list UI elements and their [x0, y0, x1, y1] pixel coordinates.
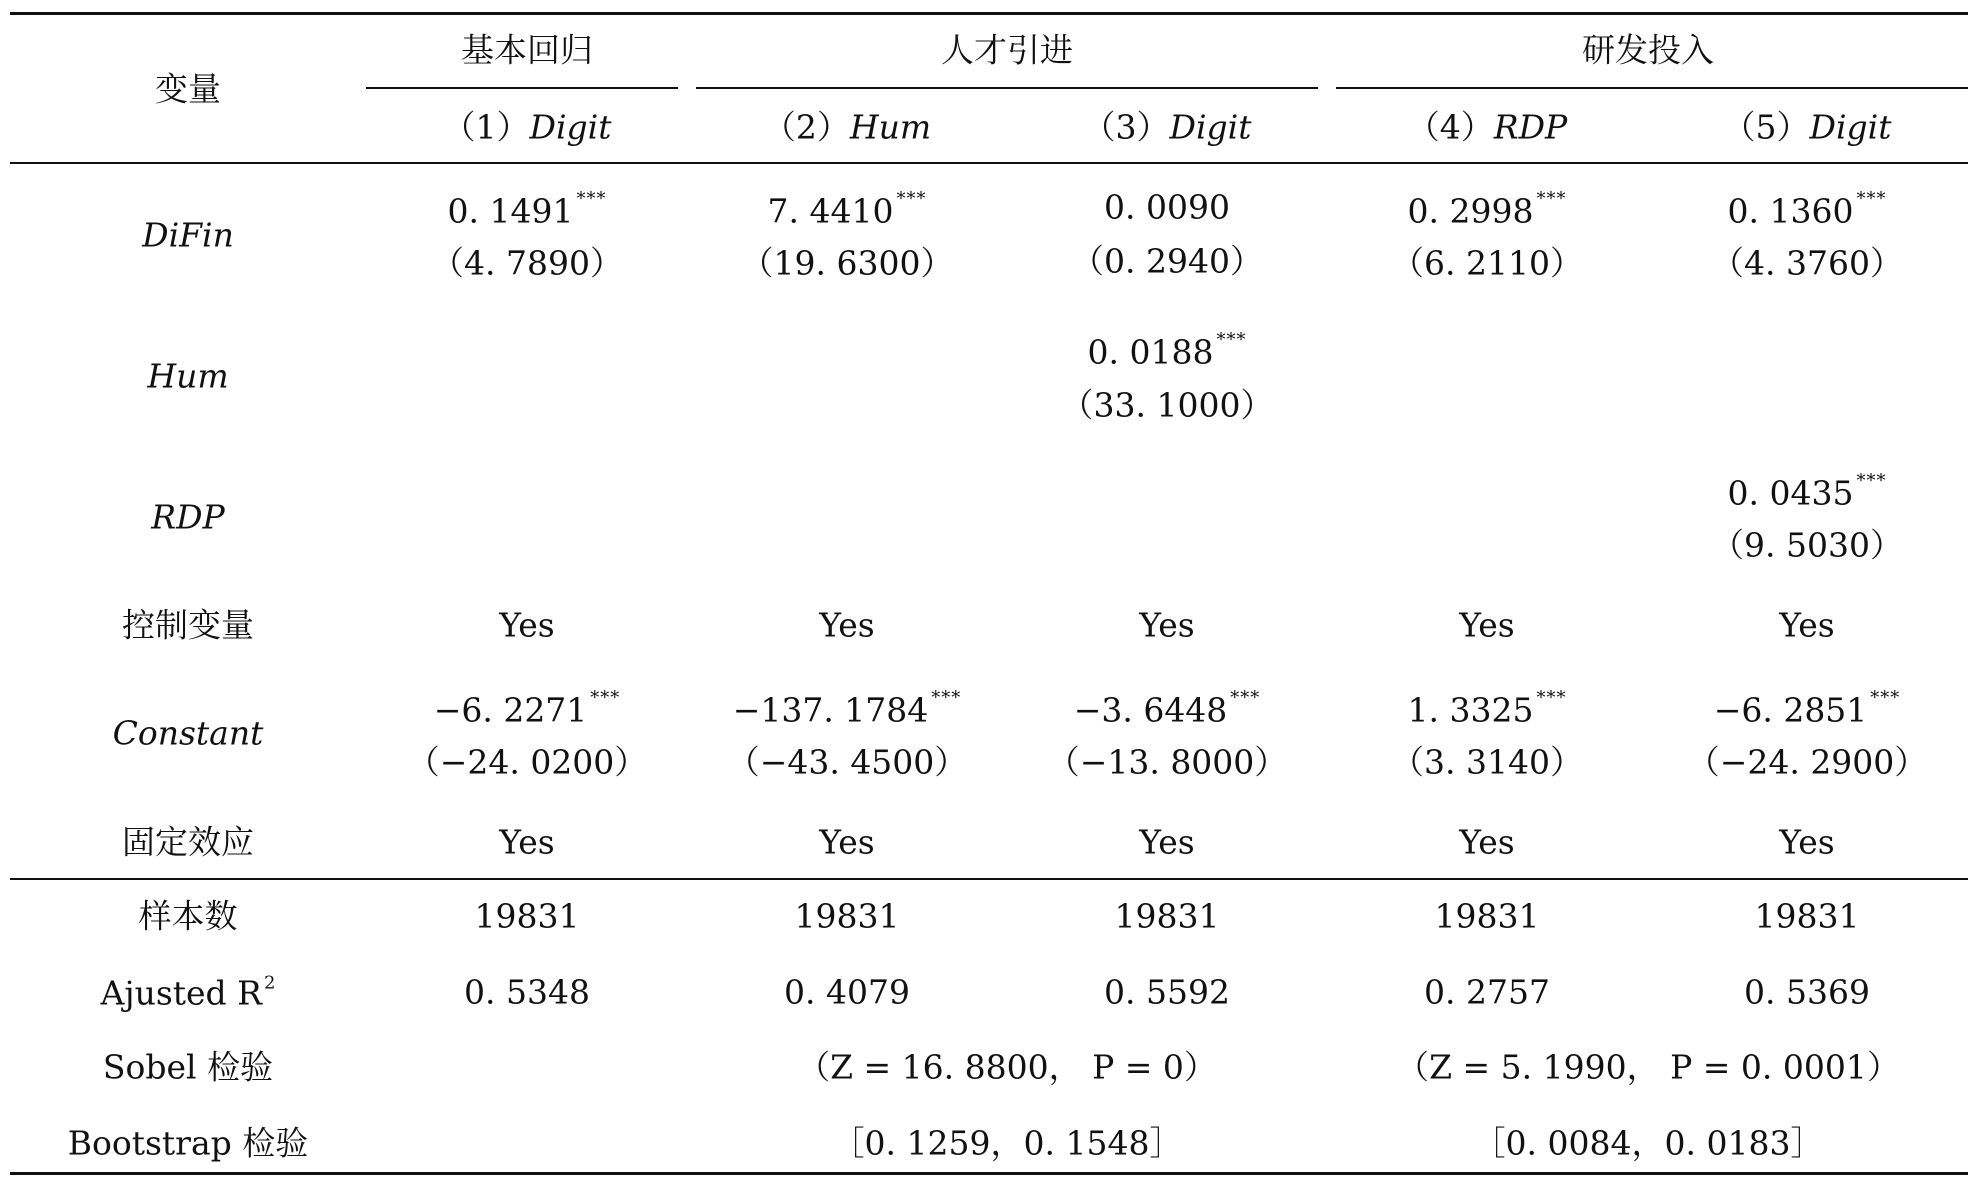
group-underline-2 — [696, 87, 1318, 89]
value-cell: 0. 5592 — [1104, 972, 1230, 1012]
row-label-bootstrap: Bootstrap 检验 — [67, 1123, 309, 1163]
row-label-sample-size: 样本数 — [138, 896, 238, 936]
coef-cell: 0. 0188 *** — [1087, 329, 1247, 372]
group-header-2: 人才引进 — [941, 30, 1073, 70]
value-cell: Yes — [1459, 605, 1515, 645]
row-label-constant: Constant — [112, 713, 264, 753]
tstat-cell: （−43. 4500） — [726, 742, 968, 782]
bottom-rule — [10, 1172, 1968, 1175]
value-cell: 19831 — [1114, 896, 1220, 936]
coef-cell: −3. 6448 *** — [1073, 687, 1261, 730]
value-cell: 19831 — [1754, 896, 1860, 936]
group-header-1: 基本回归 — [461, 30, 593, 70]
variable-header: 变量 — [155, 69, 221, 109]
mid-rule — [10, 878, 1968, 880]
value-cell: Yes — [499, 822, 555, 862]
tstat-cell: （6. 2110） — [1391, 243, 1583, 283]
group-header-3: 研发投入 — [1582, 30, 1714, 70]
row-label-rdp: RDP — [151, 497, 225, 537]
value-cell: 19831 — [474, 896, 580, 936]
tstat-cell: （9. 5030） — [1711, 525, 1903, 565]
sobel-value: （Z = 5. 1990， P = 0. 0001） — [1396, 1047, 1900, 1087]
value-cell: Yes — [1139, 605, 1195, 645]
model-header-4: （4）RDP — [1406, 107, 1568, 147]
tstat-cell: （0. 2940） — [1071, 241, 1263, 281]
coef-cell: 0. 2998 *** — [1407, 188, 1567, 231]
value-cell: Yes — [1779, 605, 1835, 645]
tstat-cell: （19. 6300） — [740, 243, 954, 283]
tstat-cell: （−24. 2900） — [1686, 742, 1928, 782]
coef-cell: 0. 0435 *** — [1727, 470, 1887, 513]
value-cell: 0. 4079 — [784, 972, 910, 1012]
tstat-cell: （3. 3140） — [1391, 742, 1583, 782]
value-cell: 0. 2757 — [1424, 972, 1550, 1012]
coef-cell: 1. 3325 *** — [1407, 687, 1567, 730]
coef-cell: −6. 2851 *** — [1713, 687, 1901, 730]
value-cell: 0. 5348 — [464, 972, 590, 1012]
coef-cell: 0. 1491 *** — [447, 188, 607, 231]
model-header-3: （3）Digit — [1082, 107, 1252, 147]
row-label-controls: 控制变量 — [122, 605, 254, 645]
tstat-cell: （33. 1000） — [1060, 385, 1274, 425]
tstat-cell: （−24. 0200） — [406, 742, 648, 782]
coef-cell: −6. 2271 *** — [433, 687, 621, 730]
tstat-cell: （−13. 8000） — [1046, 742, 1288, 782]
model-header-1: （1）Digit — [442, 107, 612, 147]
model-header-5: （5）Digit — [1722, 107, 1892, 147]
value-cell: Yes — [1139, 822, 1195, 862]
value-cell: Yes — [1779, 822, 1835, 862]
group-underline-3 — [1336, 87, 1968, 89]
row-label-adjusted-r2: Ajusted R $^2$ — [100, 972, 276, 1013]
row-label-hum: Hum — [147, 356, 229, 396]
bootstrap-value: ［0. 1259，0. 1548］ — [831, 1123, 1183, 1163]
value-cell: 19831 — [1434, 896, 1540, 936]
coef-cell: −137. 1784 *** — [732, 687, 962, 730]
coef-cell: 0. 1360 *** — [1727, 188, 1887, 231]
tstat-cell: （4. 7890） — [431, 243, 623, 283]
row-label-fixed-effects: 固定效应 — [122, 822, 254, 862]
value-cell: 19831 — [794, 896, 900, 936]
top-rule — [10, 12, 1968, 15]
value-cell: 0. 5369 — [1744, 972, 1870, 1012]
value-cell: Yes — [1459, 822, 1515, 862]
coef-cell: 0. 0090 — [1104, 187, 1230, 227]
value-cell: Yes — [819, 605, 875, 645]
row-label-difin: DiFin — [142, 215, 234, 255]
value-cell: Yes — [819, 822, 875, 862]
group-underline-1 — [366, 87, 678, 89]
coef-cell: 7. 4410 *** — [767, 188, 927, 231]
bootstrap-value: ［0. 0084，0. 0183］ — [1472, 1123, 1824, 1163]
sobel-value: （Z = 16. 8800， P = 0） — [797, 1047, 1217, 1087]
header-rule — [10, 162, 1968, 164]
row-label-sobel: Sobel 检验 — [102, 1047, 274, 1087]
tstat-cell: （4. 3760） — [1711, 243, 1903, 283]
model-header-2: （2）Hum — [762, 107, 932, 147]
value-cell: Yes — [499, 605, 555, 645]
